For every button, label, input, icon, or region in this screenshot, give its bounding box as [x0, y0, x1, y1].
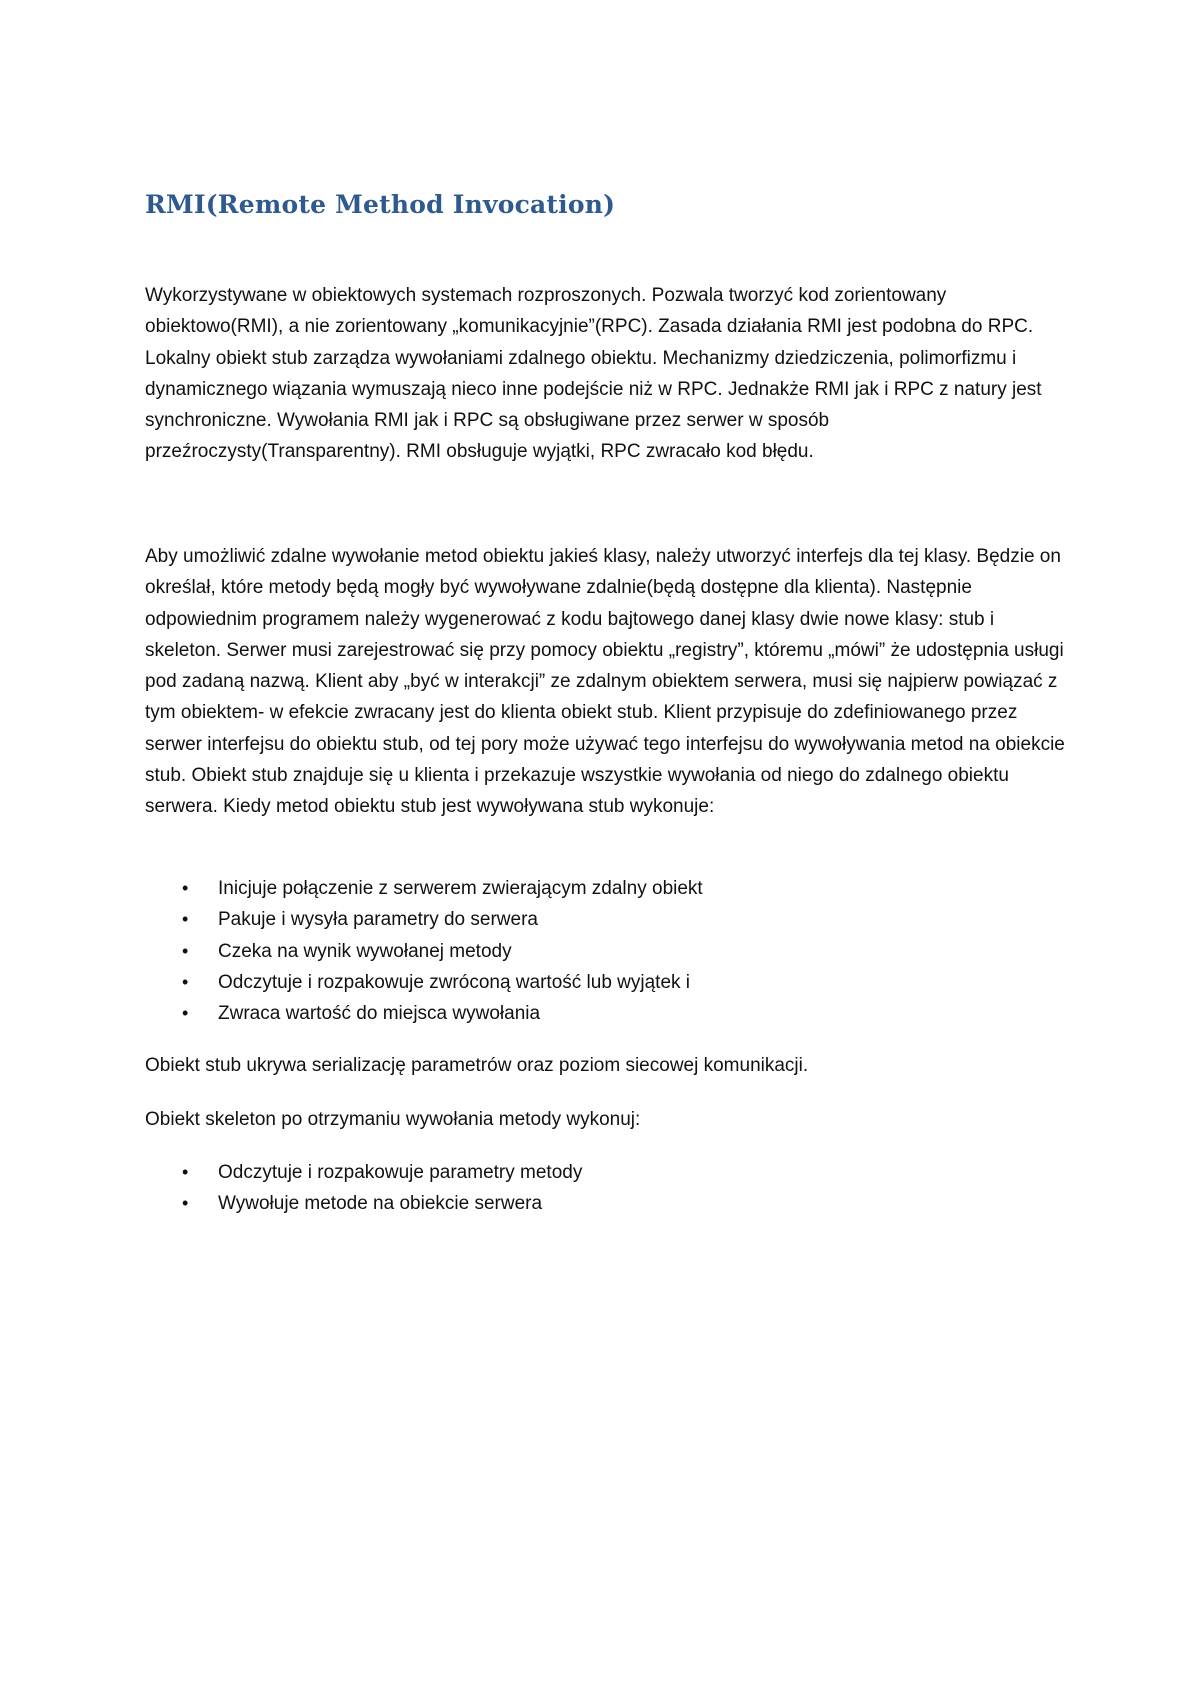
stub-summary-paragraph: Obiekt stub ukrywa serializację parametrów oraz poziom siecowej komunikacji. [145, 1055, 809, 1076]
bullet-icon: • [182, 1193, 189, 1214]
stub-steps-list [145, 873, 1075, 1029]
list-item [145, 1157, 1075, 1188]
intro-paragraph: Wykorzystywane w obiektowych systemach rozproszonych. Pozwala tworzyć kod zorientowany obiektowo(RMI), a nie zorientowany „komunikacyjnie”(RPC). Zasada działania RMI jest podobna do RPC. Lokalny obiekt stub zarządza wywołaniami zdalnego obiektu. Mechanizmy dziedziczenia, polimorfizmu i dynamicznego wiązania wymuszają nieco inne podejście niż w RPC. Jednakże RMI jak i RPC z natury jest synchroniczne. Wywołania RMI jak i RPC są obsługiwane przez serwer w sposób przeźroczysty(Transparentny). RMI obsługuje wyjątki, RPC zwracało kod błędu. [145, 285, 1042, 463]
list-item [145, 967, 1075, 998]
mechanism-paragraph: Aby umożliwić zdalne wywołanie metod obiektu jakieś klasy, należy utworzyć interfejs dla tej klasy. Będzie on określał, które metody będą mogły być wywoływane zdalnie(będą dostępne dla klienta). Następnie odpowiednim programem należy wygenerować z kodu bajtowego danej klasy dwie nowe klasy: stub i skeleton. Serwer musi zarejestrować się przy pomocy obiektu „registry”, któremu „mówi” że udostępnia usługi pod zadaną nazwą. Klient aby „być w interakcji” ze zdalnym obiektem serwera, musi się najpierw powiązać z tym obiektem- w efekcie zwracany jest do klienta obiekt stub. Klient przypisuje do zdefiniowanego przez serwer interfejsu do obiektu stub, od tej pory może używać tego interfejsu do wywoływania metod na obiekcie stub. Obiekt stub znajduje się u klienta i przekazuje wszystkie wywołania od niego do zdalnego obiektu serwera. Kiedy metod obiektu stub jest wywoływana stub wykonuje: [145, 546, 1065, 818]
list-item [145, 873, 1075, 904]
list-item-text: Odczytuje i rozpakowuje parametry metody [218, 1162, 583, 1183]
skeleton-intro-paragraph: Obiekt skeleton po otrzymaniu wywołania metody wykonuj: [145, 1109, 641, 1130]
list-item-text: Zwraca wartość do miejsca wywołania [218, 1003, 541, 1025]
bullet-icon: • [182, 1003, 189, 1024]
list-item [145, 936, 1075, 967]
bullet-icon: • [182, 971, 189, 992]
list-item [145, 998, 1075, 1029]
list-item [145, 904, 1075, 935]
document-title: RMI(Remote Method Invocation) [145, 190, 616, 219]
skeleton-steps-list [145, 1157, 1075, 1220]
list-item-text: Czeka na wynik wywołanej metody [218, 940, 512, 962]
list-item-text: Pakuje i wysyła parametry do serwera [218, 909, 538, 931]
bullet-icon: • [182, 878, 189, 898]
bullet-icon: • [182, 1162, 189, 1182]
list-item-text: Odczytuje i rozpakowuje zwróconą wartość lub wyjątek i [218, 971, 691, 993]
bullet-icon: • [182, 909, 189, 930]
list-item-text: Inicjuje połączenie z serwerem zwierającym zdalny obiekt [218, 878, 703, 899]
list-item-text: Wywołuje metode na obiekcie serwera [218, 1193, 543, 1215]
list-item [145, 1188, 1075, 1219]
bullet-icon: • [182, 940, 189, 961]
